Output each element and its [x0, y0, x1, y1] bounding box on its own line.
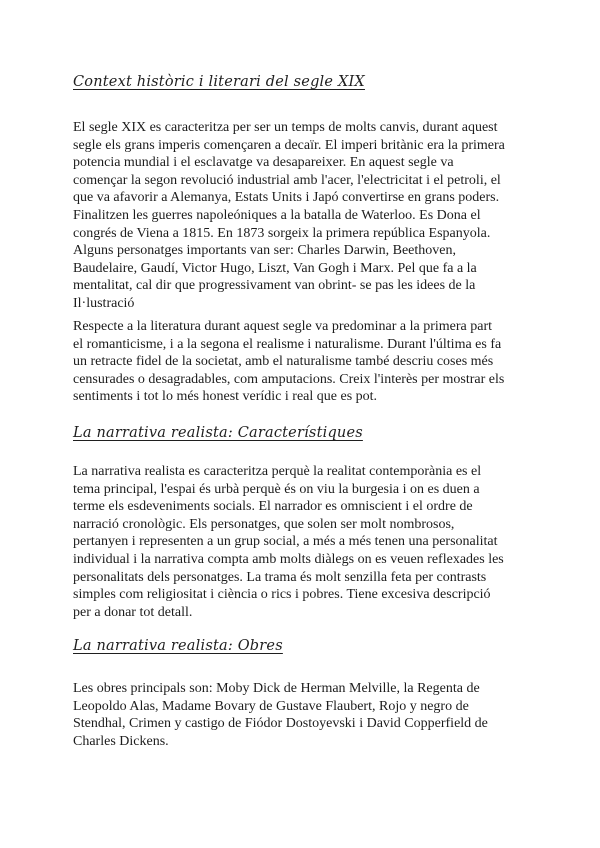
text-line: Alguns personatges importants van ser: Charles Darwin, Beethoven, — [73, 243, 456, 259]
text-line: Respecte a la literatura durant aquest segle va predominar a la primera part — [73, 319, 493, 334]
text-line: narració cronològic. Els personatges, que solen ser molt nombrosos, — [73, 516, 455, 532]
text-line: Les obres principals son: Moby Dick de Herman Melville, la Regenta de — [73, 681, 480, 696]
text-line: que va afavorir a Alemanya, Estats Units i Japó convertirse en grans poders. — [73, 190, 500, 206]
text-line: El segle XIX es caracteritza per ser un temps de molts canvis, durant aquest — [73, 120, 498, 135]
text-line: el romanticisme, i a la segona el realisme i naturalisme. Durant l'última es fa — [73, 336, 502, 352]
text-line: Stendhal, Crimen y castigo de Fiódor Dostoyevski i David Copperfield de — [73, 716, 488, 732]
section-heading-characteristics: La narrativa realista: Característiques — [73, 425, 363, 441]
text-line: terme els esdeveniments socials. El narrador es omniscient i el ordre de — [73, 499, 473, 515]
paragraph-characteristics — [73, 463, 543, 621]
paragraph-context-literature — [73, 318, 543, 406]
text-line: Baudelaire, Gaudí, Victor Hugo, Liszt, Van Gogh i Marx. Pel que fa a la — [73, 260, 477, 276]
section-heading-works: La narrativa realista: Obres — [73, 638, 283, 654]
text-line: un retracte fidel de la societat, amb el naturalisme també descriu coses més — [73, 354, 494, 370]
text-line: simples com religiositat i ciència o rics i pobres. Tiene excesiva descripció — [73, 587, 491, 603]
text-line: Il·lustració — [73, 295, 135, 311]
paragraph-context-history — [73, 119, 543, 313]
text-line: per a donar tot detall. — [73, 604, 193, 620]
text-line: pertanyen i representen a un grup social, a més a més tenen una personalitat — [73, 534, 498, 550]
text-line: congrés de Viena a 1815. En 1873 sorgeix la primera república Espanyola. — [73, 225, 491, 241]
text-line: potencia mundial i el esclavatge va desapareixer. En aquest segle va — [73, 155, 454, 171]
text-line: La narrativa realista es caracteritza perquè la realitat contemporània es el — [73, 464, 482, 479]
text-line: personalitats dels personatges. La trama és molt senzilla feta per contrasts — [73, 569, 487, 585]
text-line: començar la segon revolució industrial amb l'acer, l'electricitat i el petroli, el — [73, 172, 501, 188]
text-line: tema principal, l'espai és urbà perquè és on viu la burgesia i on es duen a — [73, 481, 480, 497]
section-heading-context: Context històric i literari del segle XIX — [73, 74, 365, 90]
text-line: sentiments i tot lo més honest verídic i real que es pot. — [73, 389, 378, 405]
text-line: censurades o desagradables, com amputacions. Creix l'interès per mostrar els — [73, 371, 505, 387]
text-line: Finalitzen les guerres napoleóniques a la batalla de Waterloo. Es Dona el — [73, 207, 481, 223]
text-line: mentalitat, cal dir que progressivament van obrint- se pas les idees de la — [73, 278, 476, 294]
text-line: Charles Dickens. — [73, 733, 169, 749]
paragraph-works — [73, 680, 543, 750]
text-line: segle els grans imperis començaren a decaïr. El imperi britànic era la primera — [73, 137, 505, 153]
text-line: Leopoldo Alas, Madame Bovary de Gustave Flaubert, Rojo y negro de — [73, 698, 469, 714]
text-line: individual i la narrativa compta amb molts diàlegs on es veuen reflexades les — [73, 551, 504, 567]
